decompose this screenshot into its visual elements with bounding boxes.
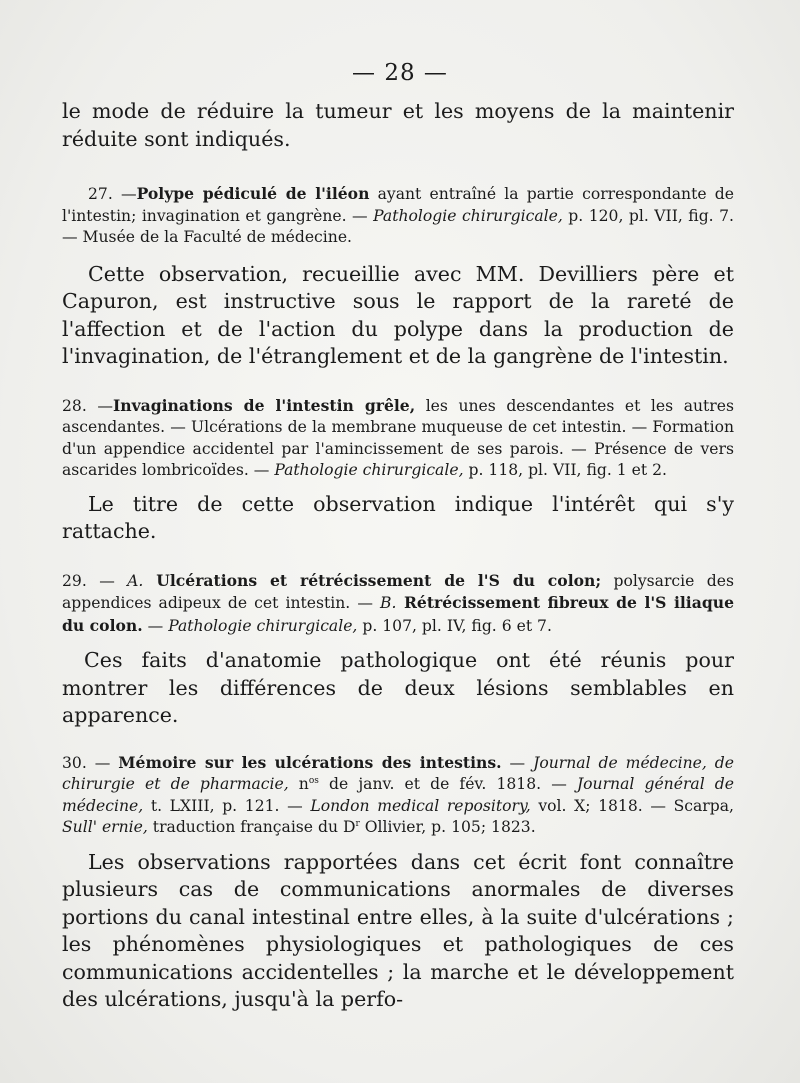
entry-text: polysarcie des appendices adipeux de cet intestin. —: [62, 571, 734, 612]
entry-source: Pathologie chirurgicale,: [274, 461, 464, 479]
entry-text: p. 120, pl. VII, fig. 7. — Musée de la Faculté de médecine.: [62, 206, 734, 246]
page-number: — 28 —: [352, 60, 448, 86]
entry-text: t. LXIII, p. 121. —: [143, 796, 311, 815]
entry-number: 28. —: [62, 396, 113, 415]
entry-superscript: os: [308, 775, 319, 786]
entry-29: [62, 570, 734, 638]
entry-30: [62, 752, 734, 839]
entry-text: Ollivier, p. 105; 1823.: [359, 818, 536, 836]
entry-30-commentary: Les observations rapportées dans cet écrit font connaître plusieurs cas de communications anormales de diverses portions du canal intestinal entre elles, à la suite d'ulcérations ; les phénomènes physiologiques et pathologiques de ces communications accidentelles ; la marche et le développement des ulcérations, jusqu'à la perfo-: [62, 849, 734, 1011]
entry-label-a: A.: [127, 571, 144, 590]
entry-27: [62, 183, 734, 249]
entry-source: Sull' ernie,: [62, 818, 148, 836]
entry-source: London medical repository,: [310, 796, 531, 815]
entry-28: [62, 395, 734, 482]
entry-text: ayant entraîné la partie correspondante de l'intestin; invagination et gangrène. —: [62, 185, 734, 225]
entry-number: 27. —: [88, 185, 137, 203]
entry-title: Invaginations de l'intestin grêle,: [112, 395, 416, 415]
entry-29-commentary: Ces faits d'anatomie pathologique ont été réunis pour montrer les différences de deux lésions semblables en apparence.: [62, 648, 734, 727]
entry-number: 29. —: [62, 571, 128, 590]
entry-title: Ulcérations et rétrécissement de l'S du colon;: [143, 570, 602, 590]
entry-source: Journal général de médecine,: [62, 775, 735, 815]
entry-text: —: [142, 616, 169, 635]
entry-text: traduction française du D: [147, 818, 356, 836]
entry-title: Mémoire sur les ulcérations des intestins.: [118, 752, 502, 772]
continuation-paragraph: le mode de réduire la tumeur et les moyens de la maintenir réduite sont indiqués.: [62, 99, 734, 151]
entry-text: les unes descendantes et les autres ascendantes. — Ulcérations de la membrane muqueuse de cet intestin. — Formation d'un appendice accidentel par l'amincissement de ses parois. — Présence de vers ascarides lombricoïdes. —: [62, 396, 734, 479]
entry-text: p. 118, pl. VII, fig. 1 et 2.: [463, 461, 667, 479]
entry-source: Pathologie chirurgicale,: [168, 616, 358, 635]
entry-title-b: Rétrécissement fibreux de l'S iliaque du colon.: [62, 593, 734, 635]
entry-text: —: [501, 753, 534, 772]
entry-text: n: [288, 775, 309, 793]
entry-text: p. 107, pl. IV, fig. 6 et 7.: [357, 616, 552, 635]
page-content: [62, 90, 734, 1014]
entry-superscript: r: [355, 818, 360, 829]
entry-source: Pathologie chirurgicale,: [373, 206, 563, 225]
entry-text: vol. X; 1818. — Scarpa,: [530, 796, 734, 815]
entry-27-commentary: Cette observation, recueillie avec MM. Devilliers père et Capuron, est instructive sous le rapport de la rareté de l'affection et de l'action du polype dans la production de l'invagination, de l'étranglement et de la gangrène de l'intestin.: [62, 261, 734, 368]
entry-text: de janv. et de fév. 1818. —: [318, 775, 577, 793]
entry-label-b: B.: [379, 594, 397, 612]
entry-number: 30. —: [62, 753, 119, 772]
entry-source: Journal de médecine, de chirurgie et de pharmacie,: [62, 753, 734, 793]
entry-title: Polype pédiculé de l'iléon: [136, 184, 370, 203]
entry-28-commentary: Le titre de cette observation indique l'intérêt qui s'y rattache.: [62, 491, 734, 543]
